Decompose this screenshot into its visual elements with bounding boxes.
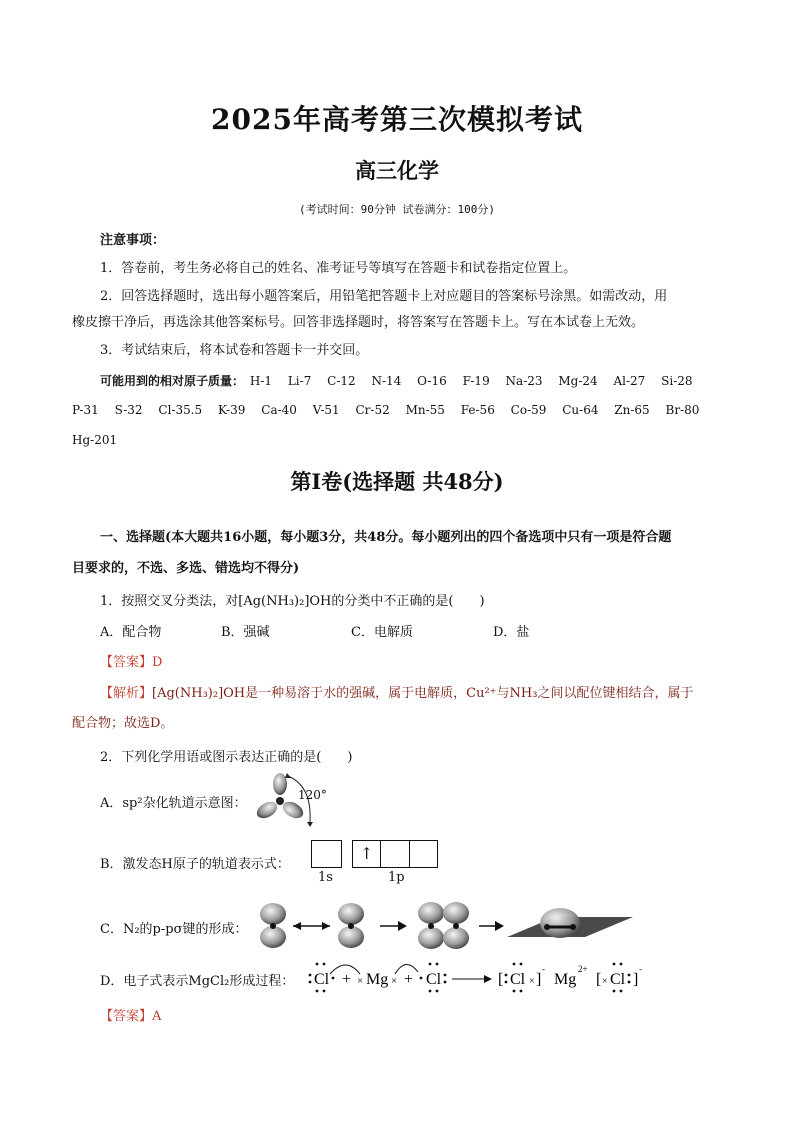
q2-answer <box>100 1005 161 1024</box>
mass-zn: Zn-65 <box>614 403 650 417</box>
q2-answer-tag: 【答案】 <box>100 1009 153 1024</box>
mass-cu: Cu-64 <box>562 403 599 417</box>
mass-c: C-12 <box>327 374 356 388</box>
mass-fe: Fe-56 <box>460 403 495 417</box>
mass-li: Li-7 <box>287 374 312 388</box>
q1-analysis <box>100 682 693 701</box>
svg-text:2+: 2+ <box>578 964 588 974</box>
cl-ion-2 <box>596 963 642 993</box>
svg-text:Cl: Cl <box>314 971 330 988</box>
sigma-bond-result <box>507 908 633 938</box>
mass-o: O-16 <box>417 374 447 388</box>
mass-na: Na-23 <box>505 374 543 388</box>
mass-n: N-14 <box>371 374 402 388</box>
cl-atom-1 <box>309 963 335 993</box>
q1-option-d: D．盐 <box>493 625 530 640</box>
overlapping-orbitals <box>418 902 469 949</box>
plus-sign-2: + <box>404 971 414 988</box>
mass-cr: Cr-52 <box>355 403 390 417</box>
svg-text:×: × <box>602 976 608 987</box>
q1-answer-value: D <box>152 655 163 670</box>
mass-ca: Ca-40 <box>261 403 297 417</box>
atomic-mass-row-1 <box>100 372 705 389</box>
q2-option-c: C．N₂的p-pσ键的形成： <box>100 922 248 937</box>
notice-item-1: 1．答卷前，考生务必将自己的姓名、准考证号等填写在答题卡和试卷指定位置上。 <box>100 261 577 276</box>
svg-text:×: × <box>357 975 364 987</box>
exam-title: 2025年高考第三次模拟考试 <box>211 103 583 136</box>
mass-si: Si-28 <box>661 374 693 388</box>
svg-text:-: - <box>639 964 642 974</box>
atomic-mass-row-2 <box>72 403 711 417</box>
svg-text:Cl: Cl <box>610 971 626 988</box>
svg-text:×: × <box>529 976 535 987</box>
angle-arrow-head-top <box>285 773 291 778</box>
svg-text:[: [ <box>596 971 602 988</box>
exam-meta: (考试时间：90分钟 试卷满分：100分) <box>299 203 495 216</box>
svg-text:]: ] <box>633 971 639 988</box>
sp2-nucleus <box>276 797 284 805</box>
q2-answer-value: A <box>152 1009 162 1024</box>
orbital-label-1p: 1p <box>388 870 405 885</box>
notice-item-2-cont: 橡皮擦干净后，再选涂其他答案标号。回答非选择题时，将答案写在答题卡上。写在本试卷上无效。 <box>72 315 645 330</box>
mass-f: F-19 <box>462 374 490 388</box>
mass-al: Al-27 <box>613 374 646 388</box>
part-intro-line-2: 目要求的，不选、多选、错选均不得分) <box>72 561 300 576</box>
orbital-1p-box-c <box>410 841 437 867</box>
mass-co: Co-59 <box>510 403 547 417</box>
svg-text:Mg: Mg <box>366 971 389 988</box>
svg-text:[: [ <box>498 971 504 988</box>
mgcl2-electron-formula <box>306 958 656 994</box>
n2-sigma-bond-diagram <box>255 897 645 957</box>
angle-arrow-head-bottom <box>307 822 313 827</box>
q1-stem: 1．按照交叉分类法，对[Ag(NH₃)₂]OH的分类中不正确的是( ) <box>100 594 485 609</box>
orbital-label-1s: 1s <box>318 870 333 885</box>
svg-text:Cl: Cl <box>426 971 442 988</box>
part-intro-line-1: 一、选择题(本大题共16小题，每小题3分，共48分。每小题列出的四个备选项中只有一项是符合题 <box>100 530 672 545</box>
q2-option-d: D．电子式表示MgCl₂形成过程： <box>100 974 295 989</box>
q2-option-b: B．激发态H原子的轨道表示式： <box>100 857 290 872</box>
svg-text:Mg: Mg <box>554 971 577 988</box>
cl-atom-2 <box>420 963 447 993</box>
plus-sign-1: + <box>342 971 352 988</box>
svg-text:-: - <box>542 964 545 974</box>
orbital-box-1p <box>352 840 438 868</box>
reaction-arrow-1-head <box>398 921 407 931</box>
approach-arrow-head-left <box>293 922 301 930</box>
q2-stem: 2．下列化学用语或图示表达正确的是( ) <box>100 750 353 765</box>
q1-answer <box>100 651 162 670</box>
mass-v: V-51 <box>312 403 340 417</box>
mg-atom <box>357 971 397 988</box>
atomic-mass-label: 可能用到的相对原子质量： <box>100 374 245 388</box>
q1-option-c: C．电解质 <box>351 625 413 640</box>
mass-cl: Cl-35.5 <box>158 403 203 417</box>
svg-text:×: × <box>391 975 398 987</box>
mass-hg: Hg-201 <box>72 433 118 447</box>
section-title: 第Ⅰ卷(选择题 共48分) <box>290 469 504 494</box>
mass-k: K-39 <box>218 403 246 417</box>
q1-analysis-tag: 【解析】 <box>100 686 153 701</box>
mass-s: S-32 <box>114 403 143 417</box>
reaction-arrow-2-head <box>495 921 504 931</box>
cl-ion-1 <box>498 963 545 993</box>
sp2-lobe-top <box>273 773 287 795</box>
approach-arrow-head-right <box>322 922 330 930</box>
p-orbital-1 <box>260 903 286 948</box>
orbital-box-1s <box>311 840 342 868</box>
atomic-mass-row-3 <box>72 433 129 447</box>
q1-option-b: B．强碱 <box>221 625 270 640</box>
orbital-1p-box-a: ↑ <box>353 841 381 867</box>
notice-heading: 注意事项： <box>100 233 166 248</box>
q1-analysis-line-2: 配合物；故选D。 <box>72 716 174 731</box>
mass-mg: Mg-24 <box>558 374 598 388</box>
mass-mn: Mn-55 <box>405 403 445 417</box>
q2-option-a: A．sp²杂化轨道示意图： <box>100 796 247 811</box>
q1-analysis-line-1: [Ag(NH₃)₂]OH是一种易溶于水的强碱，属于电解质，Cu²⁺与NH₃之间以配位键相结合，属于 <box>152 686 694 701</box>
mass-h: H-1 <box>249 374 272 388</box>
svg-text:Cl: Cl <box>510 971 526 988</box>
sp2-angle-label: 120° <box>298 788 327 802</box>
mass-br: Br-80 <box>665 403 700 417</box>
svg-text:]: ] <box>536 971 542 988</box>
formation-arrow-head <box>484 975 492 983</box>
orbital-1p-box-b <box>381 841 409 867</box>
mass-p: P-31 <box>72 403 99 417</box>
notice-item-2: 2．回答选择题时，选出每小题答案后，用铅笔把答题卡上对应题目的答案标号涂黑。如需改动，用 <box>100 289 668 304</box>
mg-ion <box>554 964 588 988</box>
q1-option-a: A．配合物 <box>100 625 162 640</box>
exam-subject: 高三化学 <box>355 158 439 183</box>
p-orbital-2 <box>338 903 364 948</box>
q1-answer-tag: 【答案】 <box>100 655 153 670</box>
notice-item-3: 3．考试结束后，将本试卷和答题卡一并交回。 <box>100 343 369 358</box>
